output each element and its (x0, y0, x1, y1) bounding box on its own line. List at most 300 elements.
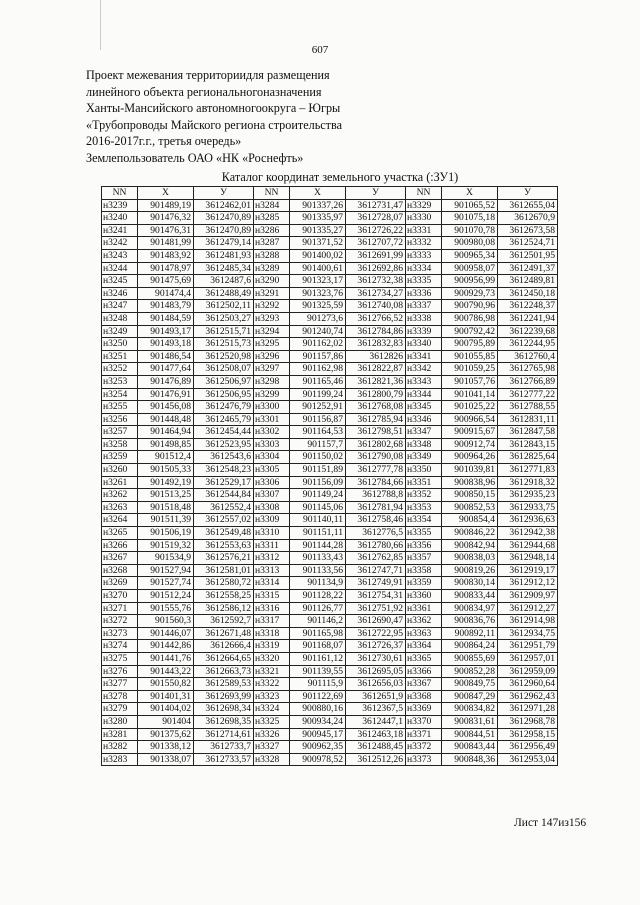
x-coordinate-cell: 900962,35 (290, 741, 346, 754)
x-coordinate-cell: 900786,98 (442, 312, 498, 325)
y-coordinate-cell: 3612447,1 (346, 715, 406, 728)
point-id-cell: н3283 (102, 753, 138, 766)
table-row (102, 401, 558, 414)
table-row (102, 489, 558, 502)
y-coordinate-cell: 3612751,92 (346, 602, 406, 615)
point-id-cell: н3254 (102, 388, 138, 401)
x-coordinate-cell: 901323,76 (290, 287, 346, 300)
x-coordinate-cell: 900956,99 (442, 275, 498, 288)
point-id-cell: н3255 (102, 401, 138, 414)
x-coordinate-cell: 901464,94 (138, 426, 194, 439)
x-coordinate-cell: 901338,12 (138, 741, 194, 754)
point-id-cell: н3346 (406, 413, 442, 426)
x-coordinate-cell: 901025,22 (442, 401, 498, 414)
point-id-cell: н3367 (406, 678, 442, 691)
table-row (102, 312, 558, 325)
x-coordinate-cell: 901065,52 (442, 199, 498, 212)
point-id-cell: н3286 (254, 224, 290, 237)
table-row (102, 577, 558, 590)
y-coordinate-cell: 3612664,65 (194, 652, 254, 665)
y-coordinate-cell: 3612576,21 (194, 552, 254, 565)
point-id-cell: н3239 (102, 199, 138, 212)
point-id-cell: н3310 (254, 527, 290, 540)
y-coordinate-cell: 3612462,01 (194, 199, 254, 212)
y-coordinate-cell: 3612777,22 (498, 388, 558, 401)
x-coordinate-cell: 901498,85 (138, 438, 194, 451)
point-id-cell: н3348 (406, 438, 442, 451)
table-row (102, 249, 558, 262)
x-coordinate-cell: 901115,9 (290, 678, 346, 691)
y-coordinate-cell: 3612479,14 (194, 237, 254, 250)
x-coordinate-cell: 900842,94 (442, 539, 498, 552)
y-coordinate-cell: 3612958,15 (498, 728, 558, 741)
table-row (102, 262, 558, 275)
point-id-cell: н3332 (406, 237, 442, 250)
y-coordinate-cell: 3612557,02 (194, 514, 254, 527)
x-coordinate-cell: 901075,18 (442, 212, 498, 225)
point-id-cell: н3322 (254, 678, 290, 691)
x-coordinate-cell: 901156,87 (290, 413, 346, 426)
point-id-cell: н3307 (254, 489, 290, 502)
y-coordinate-cell: 3612918,32 (498, 476, 558, 489)
y-coordinate-cell: 3612754,31 (346, 590, 406, 603)
x-coordinate-cell: 901477,64 (138, 363, 194, 376)
column-header: У (498, 187, 558, 200)
x-coordinate-cell: 901560,3 (138, 615, 194, 628)
y-coordinate-cell: 3612506,95 (194, 388, 254, 401)
y-coordinate-cell: 3612914,98 (498, 615, 558, 628)
x-coordinate-cell: 901199,24 (290, 388, 346, 401)
y-coordinate-cell: 3612734,27 (346, 287, 406, 300)
point-id-cell: н3309 (254, 514, 290, 527)
point-id-cell: н3270 (102, 590, 138, 603)
x-coordinate-cell: 901165,98 (290, 627, 346, 640)
y-coordinate-cell: 3612714,61 (194, 728, 254, 741)
point-id-cell: н3294 (254, 325, 290, 338)
y-coordinate-cell: 3612656,03 (346, 678, 406, 691)
point-id-cell: н3300 (254, 401, 290, 414)
y-coordinate-cell: 3612670,9 (498, 212, 558, 225)
x-coordinate-cell: 901483,79 (138, 300, 194, 313)
y-coordinate-cell: 3612463,18 (346, 728, 406, 741)
y-coordinate-cell: 3612784,66 (346, 476, 406, 489)
y-coordinate-cell: 3612825,64 (498, 451, 558, 464)
y-coordinate-cell: 3612831,11 (498, 413, 558, 426)
y-coordinate-cell: 3612465,79 (194, 413, 254, 426)
x-coordinate-cell: 901493,18 (138, 338, 194, 351)
x-coordinate-cell: 900929,73 (442, 287, 498, 300)
x-coordinate-cell: 900965,34 (442, 249, 498, 262)
point-id-cell: н3370 (406, 715, 442, 728)
point-id-cell: н3337 (406, 300, 442, 313)
y-coordinate-cell: 3612476,79 (194, 401, 254, 414)
y-coordinate-cell: 3612948,14 (498, 552, 558, 565)
point-id-cell: н3368 (406, 690, 442, 703)
y-coordinate-cell: 3612485,34 (194, 262, 254, 275)
point-id-cell: н3363 (406, 627, 442, 640)
x-coordinate-cell: 900855,69 (442, 652, 498, 665)
x-coordinate-cell: 901519,32 (138, 539, 194, 552)
x-coordinate-cell: 901489,19 (138, 199, 194, 212)
point-id-cell: н3267 (102, 552, 138, 565)
point-id-cell: н3313 (254, 564, 290, 577)
x-coordinate-cell: 901140,11 (290, 514, 346, 527)
header-line: 2016-2017г.г., третья очередь» (86, 134, 242, 149)
y-coordinate-cell: 3612847,58 (498, 426, 558, 439)
x-coordinate-cell: 901505,33 (138, 464, 194, 477)
column-header: NN (254, 187, 290, 200)
point-id-cell: н3280 (102, 715, 138, 728)
x-coordinate-cell: 900852,53 (442, 501, 498, 514)
point-id-cell: н3373 (406, 753, 442, 766)
table-row (102, 590, 558, 603)
point-id-cell: н3289 (254, 262, 290, 275)
x-coordinate-cell: 901401,31 (138, 690, 194, 703)
x-coordinate-cell: 900843,44 (442, 741, 498, 754)
y-coordinate-cell: 3612523,95 (194, 438, 254, 451)
header-line: «Трубопроводы Майского региона строительства (86, 117, 343, 132)
x-coordinate-cell: 901404,02 (138, 703, 194, 716)
x-coordinate-cell: 901150,02 (290, 451, 346, 464)
table-row (102, 640, 558, 653)
table-row (102, 602, 558, 615)
y-coordinate-cell: 3612722,95 (346, 627, 406, 640)
point-id-cell: н3273 (102, 627, 138, 640)
y-coordinate-cell: 3612912,27 (498, 602, 558, 615)
x-coordinate-cell: 901325,59 (290, 300, 346, 313)
point-id-cell: н3243 (102, 249, 138, 262)
x-coordinate-cell: 901133,43 (290, 552, 346, 565)
x-coordinate-cell: 900830,14 (442, 577, 498, 590)
y-coordinate-cell: 3612707,72 (346, 237, 406, 250)
point-id-cell: н3248 (102, 312, 138, 325)
x-coordinate-cell: 901555,76 (138, 602, 194, 615)
x-coordinate-cell: 901492,19 (138, 476, 194, 489)
y-coordinate-cell: 3612520,98 (194, 350, 254, 363)
y-coordinate-cell: 3612788,55 (498, 401, 558, 414)
column-header: X (138, 187, 194, 200)
y-coordinate-cell: 3612248,37 (498, 300, 558, 313)
point-id-cell: н3249 (102, 325, 138, 338)
y-coordinate-cell: 3612502,11 (194, 300, 254, 313)
table-row (102, 224, 558, 237)
header-line: Землепользователь ОАО «НК «Роснефть» (86, 150, 304, 165)
table-row (102, 275, 558, 288)
y-coordinate-cell: 3612771,83 (498, 464, 558, 477)
x-coordinate-cell: 900792,42 (442, 325, 498, 338)
x-coordinate-cell: 901493,17 (138, 325, 194, 338)
table-header-row (102, 187, 558, 200)
x-coordinate-cell: 901518,48 (138, 501, 194, 514)
y-coordinate-cell: 3612968,78 (498, 715, 558, 728)
point-id-cell: н3365 (406, 652, 442, 665)
y-coordinate-cell: 3612944,68 (498, 539, 558, 552)
table-row (102, 438, 558, 451)
y-coordinate-cell: 3612655,04 (498, 199, 558, 212)
point-id-cell: н3325 (254, 715, 290, 728)
y-coordinate-cell: 3612919,17 (498, 564, 558, 577)
x-coordinate-cell: 900934,24 (290, 715, 346, 728)
y-coordinate-cell: 3612506,97 (194, 375, 254, 388)
y-coordinate-cell: 3612960,64 (498, 678, 558, 691)
x-coordinate-cell: 901371,52 (290, 237, 346, 250)
point-id-cell: н3317 (254, 615, 290, 628)
point-id-cell: н3251 (102, 350, 138, 363)
table-row (102, 464, 558, 477)
point-id-cell: н3274 (102, 640, 138, 653)
y-coordinate-cell: 3612781,94 (346, 501, 406, 514)
y-coordinate-cell: 3612959,09 (498, 665, 558, 678)
point-id-cell: н3297 (254, 363, 290, 376)
point-id-cell: н3257 (102, 426, 138, 439)
point-id-cell: н3371 (406, 728, 442, 741)
x-coordinate-cell: 901240,74 (290, 325, 346, 338)
x-coordinate-cell: 901476,31 (138, 224, 194, 237)
point-id-cell: н3323 (254, 690, 290, 703)
x-coordinate-cell: 901338,07 (138, 753, 194, 766)
column-header: У (346, 187, 406, 200)
x-coordinate-cell: 901486,54 (138, 350, 194, 363)
point-id-cell: н3299 (254, 388, 290, 401)
y-coordinate-cell: 3612733,57 (194, 753, 254, 766)
point-id-cell: н3347 (406, 426, 442, 439)
y-coordinate-cell: 3612558,25 (194, 590, 254, 603)
y-coordinate-cell: 3612776,5 (346, 527, 406, 540)
y-coordinate-cell: 3612651,9 (346, 690, 406, 703)
table-row (102, 527, 558, 540)
point-id-cell: н3262 (102, 489, 138, 502)
point-id-cell: н3298 (254, 375, 290, 388)
x-coordinate-cell: 900864,24 (442, 640, 498, 653)
y-coordinate-cell: 3612481,93 (194, 249, 254, 262)
y-coordinate-cell: 3612728,07 (346, 212, 406, 225)
y-coordinate-cell: 3612515,71 (194, 325, 254, 338)
x-coordinate-cell: 901133,56 (290, 564, 346, 577)
x-coordinate-cell: 900847,29 (442, 690, 498, 703)
table-row (102, 338, 558, 351)
x-coordinate-cell: 901441,76 (138, 652, 194, 665)
x-coordinate-cell: 901483,92 (138, 249, 194, 262)
point-id-cell: н3261 (102, 476, 138, 489)
x-coordinate-cell: 900945,17 (290, 728, 346, 741)
point-id-cell: н3352 (406, 489, 442, 502)
x-coordinate-cell: 901122,69 (290, 690, 346, 703)
point-id-cell: н3351 (406, 476, 442, 489)
point-id-cell: н3356 (406, 539, 442, 552)
table-row (102, 753, 558, 766)
y-coordinate-cell: 3612544,84 (194, 489, 254, 502)
table-caption: Каталог координат земельного участка (:ЗУ1) (221, 170, 459, 184)
y-coordinate-cell: 3612586,12 (194, 602, 254, 615)
x-coordinate-cell: 900852,28 (442, 665, 498, 678)
point-id-cell: н3311 (254, 539, 290, 552)
point-id-cell: н3318 (254, 627, 290, 640)
table-body (102, 199, 558, 766)
point-id-cell: н3336 (406, 287, 442, 300)
point-id-cell: н3326 (254, 728, 290, 741)
x-coordinate-cell: 901448,48 (138, 413, 194, 426)
x-coordinate-cell: 900980,08 (442, 237, 498, 250)
point-id-cell: н3295 (254, 338, 290, 351)
x-coordinate-cell: 901335,97 (290, 212, 346, 225)
page-number: 607 (311, 44, 329, 56)
point-id-cell: н3281 (102, 728, 138, 741)
x-coordinate-cell: 901149,24 (290, 489, 346, 502)
x-coordinate-cell: 901506,19 (138, 527, 194, 540)
y-coordinate-cell: 3612766,52 (346, 312, 406, 325)
point-id-cell: н3349 (406, 451, 442, 464)
x-coordinate-cell: 900880,16 (290, 703, 346, 716)
x-coordinate-cell: 900795,89 (442, 338, 498, 351)
x-coordinate-cell: 901165,46 (290, 375, 346, 388)
y-coordinate-cell: 3612529,17 (194, 476, 254, 489)
point-id-cell: н3321 (254, 665, 290, 678)
x-coordinate-cell: 900978,52 (290, 753, 346, 766)
y-coordinate-cell: 3612695,05 (346, 665, 406, 678)
x-coordinate-cell: 901337,26 (290, 199, 346, 212)
y-coordinate-cell: 3612942,38 (498, 527, 558, 540)
point-id-cell: н3246 (102, 287, 138, 300)
x-coordinate-cell: 901400,61 (290, 262, 346, 275)
point-id-cell: н3314 (254, 577, 290, 590)
y-coordinate-cell: 3612501,95 (498, 249, 558, 262)
point-id-cell: н3290 (254, 275, 290, 288)
point-id-cell: н3252 (102, 363, 138, 376)
y-coordinate-cell: 3612581,01 (194, 564, 254, 577)
point-id-cell: н3304 (254, 451, 290, 464)
x-coordinate-cell: 901476,91 (138, 388, 194, 401)
x-coordinate-cell: 900836,76 (442, 615, 498, 628)
x-coordinate-cell: 901456,08 (138, 401, 194, 414)
y-coordinate-cell: 3612732,38 (346, 275, 406, 288)
x-coordinate-cell: 900833,44 (442, 590, 498, 603)
x-coordinate-cell: 900912,74 (442, 438, 498, 451)
table-row (102, 388, 558, 401)
point-id-cell: н3372 (406, 741, 442, 754)
x-coordinate-cell: 900848,36 (442, 753, 498, 766)
point-id-cell: н3285 (254, 212, 290, 225)
y-coordinate-cell: 3612953,04 (498, 753, 558, 766)
y-coordinate-cell: 3612663,73 (194, 665, 254, 678)
point-id-cell: н3264 (102, 514, 138, 527)
x-coordinate-cell: 901442,86 (138, 640, 194, 653)
x-coordinate-cell: 901475,69 (138, 275, 194, 288)
table-row (102, 703, 558, 716)
x-coordinate-cell: 901484,59 (138, 312, 194, 325)
table-row (102, 212, 558, 225)
point-id-cell: н3278 (102, 690, 138, 703)
x-coordinate-cell: 900849,75 (442, 678, 498, 691)
table-row (102, 627, 558, 640)
y-coordinate-cell: 3612790,08 (346, 451, 406, 464)
point-id-cell: н3359 (406, 577, 442, 590)
x-coordinate-cell: 901476,89 (138, 375, 194, 388)
x-coordinate-cell: 900964,26 (442, 451, 498, 464)
point-id-cell: н3308 (254, 501, 290, 514)
y-coordinate-cell: 3612487,6 (194, 275, 254, 288)
point-id-cell: н3305 (254, 464, 290, 477)
point-id-cell: н3354 (406, 514, 442, 527)
point-id-cell: н3350 (406, 464, 442, 477)
point-id-cell: н3335 (406, 275, 442, 288)
x-coordinate-cell: 901162,98 (290, 363, 346, 376)
point-id-cell: н3366 (406, 665, 442, 678)
column-header: У (194, 187, 254, 200)
point-id-cell: н3287 (254, 237, 290, 250)
point-id-cell: н3275 (102, 652, 138, 665)
y-coordinate-cell: 3612698,34 (194, 703, 254, 716)
x-coordinate-cell: 901527,94 (138, 564, 194, 577)
point-id-cell: н3340 (406, 338, 442, 351)
x-coordinate-cell: 901162,02 (290, 338, 346, 351)
table-row (102, 715, 558, 728)
point-id-cell: н3369 (406, 703, 442, 716)
y-coordinate-cell: 3612951,79 (498, 640, 558, 653)
x-coordinate-cell: 901144,28 (290, 539, 346, 552)
x-coordinate-cell: 901151,89 (290, 464, 346, 477)
y-coordinate-cell: 3612788,8 (346, 489, 406, 502)
x-coordinate-cell: 900838,96 (442, 476, 498, 489)
table-row (102, 615, 558, 628)
y-coordinate-cell: 3612843,15 (498, 438, 558, 451)
point-id-cell: н3315 (254, 590, 290, 603)
x-coordinate-cell: 901478,97 (138, 262, 194, 275)
table-row (102, 300, 558, 313)
y-coordinate-cell: 3612777,78 (346, 464, 406, 477)
y-coordinate-cell: 3612733,7 (194, 741, 254, 754)
x-coordinate-cell: 901055,85 (442, 350, 498, 363)
table-row (102, 552, 558, 565)
y-coordinate-cell: 3612549,48 (194, 527, 254, 540)
y-coordinate-cell: 3612800,79 (346, 388, 406, 401)
x-coordinate-cell: 901151,11 (290, 527, 346, 540)
point-id-cell: н3361 (406, 602, 442, 615)
y-coordinate-cell: 3612909,97 (498, 590, 558, 603)
y-coordinate-cell: 3612691,99 (346, 249, 406, 262)
column-header: X (442, 187, 498, 200)
x-coordinate-cell: 901126,77 (290, 602, 346, 615)
header-line: линейного объекта региональногоназначения (86, 84, 322, 99)
point-id-cell: н3279 (102, 703, 138, 716)
x-coordinate-cell: 901511,39 (138, 514, 194, 527)
x-coordinate-cell: 900854,4 (442, 514, 498, 527)
x-coordinate-cell: 901375,62 (138, 728, 194, 741)
point-id-cell: н3263 (102, 501, 138, 514)
x-coordinate-cell: 901476,32 (138, 212, 194, 225)
point-id-cell: н3250 (102, 338, 138, 351)
point-id-cell: н3292 (254, 300, 290, 313)
point-id-cell: н3320 (254, 652, 290, 665)
x-coordinate-cell: 901273,6 (290, 312, 346, 325)
y-coordinate-cell: 3612760,4 (498, 350, 558, 363)
point-id-cell: н3324 (254, 703, 290, 716)
y-coordinate-cell: 3612762,85 (346, 552, 406, 565)
point-id-cell: н3301 (254, 413, 290, 426)
column-header: X (290, 187, 346, 200)
point-id-cell: н3271 (102, 602, 138, 615)
y-coordinate-cell: 3612239,68 (498, 325, 558, 338)
table-row (102, 287, 558, 300)
sheet-footer: Лист 147из156 (514, 817, 587, 829)
point-id-cell: н3260 (102, 464, 138, 477)
y-coordinate-cell: 3612693,99 (194, 690, 254, 703)
point-id-cell: н3245 (102, 275, 138, 288)
y-coordinate-cell: 3612740,08 (346, 300, 406, 313)
y-coordinate-cell: 3612785,94 (346, 413, 406, 426)
x-coordinate-cell: 900915,67 (442, 426, 498, 439)
column-header: NN (102, 187, 138, 200)
point-id-cell: н3341 (406, 350, 442, 363)
